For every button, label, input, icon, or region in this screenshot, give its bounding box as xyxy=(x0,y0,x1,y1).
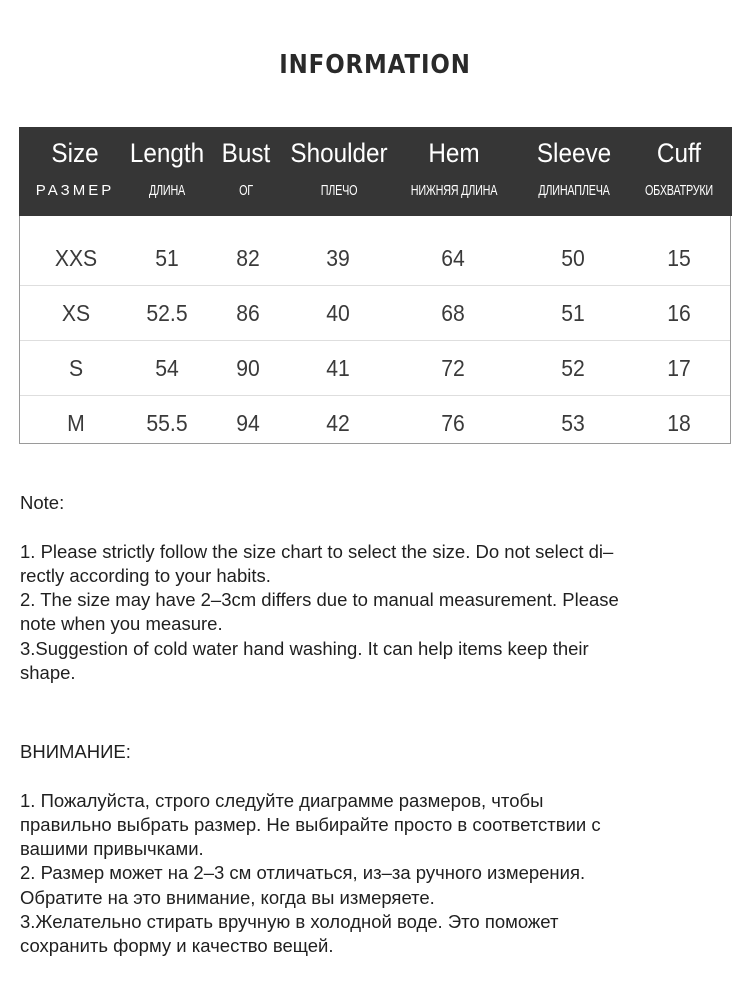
cell-size: M xyxy=(67,410,85,436)
note-line: shape. xyxy=(20,662,76,684)
col-header-length: Length xyxy=(129,138,205,168)
cell-length: 51 xyxy=(155,245,179,271)
cell-hem: 76 xyxy=(441,410,465,436)
cell-shoulder: 42 xyxy=(326,410,350,436)
cell-shoulder: 39 xyxy=(326,245,350,271)
cell-length: 55.5 xyxy=(146,410,188,436)
note-line: вашими привычками. xyxy=(20,838,204,860)
note-line: сохранить форму и качество вещей. xyxy=(20,935,334,957)
col-header-bust: Bust xyxy=(221,138,271,168)
table-row xyxy=(20,286,730,341)
col-header-sleeve: Sleeve xyxy=(536,138,612,168)
table-row xyxy=(20,341,730,396)
cell-cuff: 17 xyxy=(667,355,691,381)
col-header-cuff: Cuff xyxy=(656,138,702,168)
cell-length: 52.5 xyxy=(146,300,188,326)
cell-size: S xyxy=(68,355,84,381)
col-header-size-ru: РАЗМЕР xyxy=(35,182,115,199)
note-line: rectly according to your habits. xyxy=(20,564,271,586)
cell-bust: 82 xyxy=(236,245,260,271)
note-line: note when you measure. xyxy=(20,613,223,635)
col-header-hem: Hem xyxy=(428,138,480,168)
cell-sleeve: 53 xyxy=(561,410,585,436)
table-row xyxy=(20,231,730,286)
cell-cuff: 15 xyxy=(667,245,691,271)
cell-hem: 64 xyxy=(441,245,465,271)
note-english xyxy=(20,491,720,685)
note-line: 1. Please strictly follow the size chart to select the size. Do not select di– xyxy=(20,540,614,562)
col-header-bust-ru: ОГ xyxy=(239,182,253,199)
cell-length: 54 xyxy=(155,355,179,381)
cell-hem: 68 xyxy=(441,300,465,326)
note-line: 2. The size may have 2–3cm differs due to manual measurement. Please xyxy=(20,589,619,611)
note-line: 1. Пожалуйста, строго следуйте диаграмме размеров, чтобы xyxy=(20,789,544,811)
cell-cuff: 18 xyxy=(667,410,691,436)
note-line: 3.Желательно стирать вручную в холодной воде. Это поможет xyxy=(20,911,559,933)
cell-size: XXS xyxy=(54,245,98,271)
note-heading: Note: xyxy=(20,492,65,513)
cell-bust: 90 xyxy=(236,355,260,381)
note-line: 2. Размер может на 2–3 см отличаться, из–за ручного измерения. xyxy=(20,862,586,884)
note-russian xyxy=(20,740,720,959)
col-header-size: Size xyxy=(51,138,99,168)
cell-bust: 86 xyxy=(236,300,260,326)
page-title: INFORMATION xyxy=(279,50,471,80)
col-header-hem-ru: НИЖНЯЯ ДЛИНА xyxy=(410,182,498,199)
col-header-cuff-ru: ОБХВАТРУКИ xyxy=(645,182,713,199)
note-line: Обратите на это внимание, когда вы измеряете. xyxy=(20,886,435,908)
cell-sleeve: 50 xyxy=(561,245,585,271)
size-chart-table xyxy=(19,127,731,444)
cell-shoulder: 40 xyxy=(326,300,350,326)
cell-cuff: 16 xyxy=(667,300,691,326)
note-heading: ВНИМАНИЕ: xyxy=(20,741,131,762)
cell-sleeve: 52 xyxy=(561,355,585,381)
cell-shoulder: 41 xyxy=(326,355,350,381)
note-line: правильно выбрать размер. Не выбирайте просто в соответствии с xyxy=(20,813,601,835)
cell-hem: 72 xyxy=(441,355,465,381)
cell-sleeve: 51 xyxy=(561,300,585,326)
col-header-length-ru: ДЛИНА xyxy=(148,182,186,199)
col-header-shoulder-ru: ПЛЕЧО xyxy=(320,182,358,199)
table-row xyxy=(20,396,730,450)
col-header-shoulder: Shoulder xyxy=(290,138,388,168)
table-header xyxy=(19,127,732,216)
cell-bust: 94 xyxy=(236,410,260,436)
note-line: 3.Suggestion of cold water hand washing. It can help items keep their xyxy=(20,637,589,659)
cell-size: XS xyxy=(61,300,91,326)
col-header-sleeve-ru: ДЛИНАПЛЕЧА xyxy=(538,182,610,199)
